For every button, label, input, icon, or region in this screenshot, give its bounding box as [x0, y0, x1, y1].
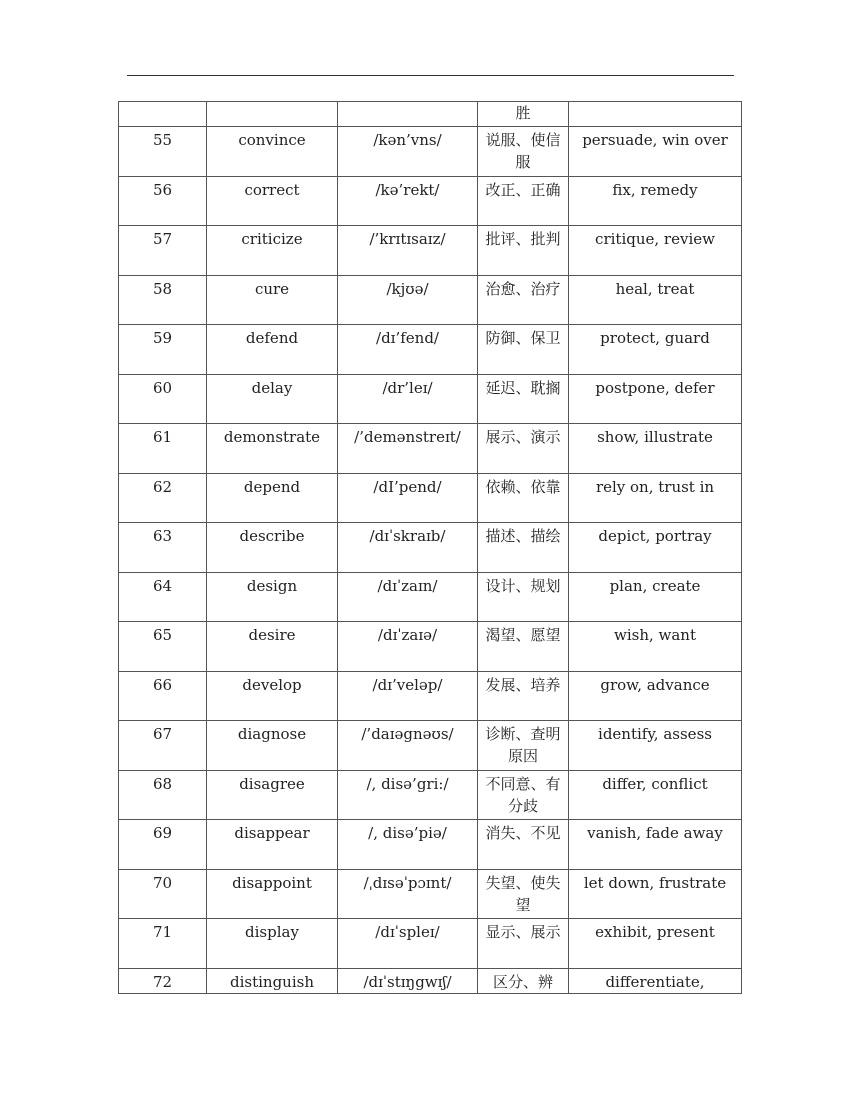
table-row	[119, 226, 742, 276]
cell-word: distinguish	[207, 968, 338, 993]
cell-number: 72	[119, 968, 207, 993]
table-row	[119, 671, 742, 721]
table-row	[119, 325, 742, 375]
cell-word: design	[207, 572, 338, 622]
cell-synonyms: grow, advance	[569, 671, 742, 721]
cell-ipa: /, disə’piə/	[338, 820, 478, 870]
cell-synonyms: plan, create	[569, 572, 742, 622]
cell-synonyms: rely on, trust in	[569, 473, 742, 523]
cell-ipa: /’demənstreɪt/	[338, 424, 478, 474]
cell-synonyms: wish, want	[569, 622, 742, 672]
cell-word: cure	[207, 275, 338, 325]
cell-chinese: 设计、规划	[478, 572, 569, 622]
table-row	[119, 424, 742, 474]
cell-ipa: /dɪˈzaɪə/	[338, 622, 478, 672]
table-row-continuation	[119, 102, 742, 127]
cell-synonyms: identify, assess	[569, 721, 742, 771]
cell-ipa: /dɪ’veləp/	[338, 671, 478, 721]
cell-chinese: 胜	[478, 102, 569, 127]
table-row	[119, 572, 742, 622]
cell-number: 67	[119, 721, 207, 771]
cell-word: disappoint	[207, 869, 338, 919]
cell-ipa: /dɪˈskraɪb/	[338, 523, 478, 573]
cell-chinese: 依赖、依靠	[478, 473, 569, 523]
table-row	[119, 622, 742, 672]
cell-synonyms	[569, 102, 742, 127]
cell-word: describe	[207, 523, 338, 573]
table-row	[119, 127, 742, 177]
cell-word: depend	[207, 473, 338, 523]
cell-word	[207, 102, 338, 127]
cell-synonyms: exhibit, present	[569, 919, 742, 969]
table-row	[119, 919, 742, 969]
cell-ipa: /dɪˈspleɪ/	[338, 919, 478, 969]
cell-synonyms: postpone, defer	[569, 374, 742, 424]
cell-ipa: /ˌdɪsəˈpɔɪnt/	[338, 869, 478, 919]
cell-ipa: /, disə’gri:/	[338, 770, 478, 820]
cell-ipa: /kjʊə/	[338, 275, 478, 325]
table-row	[119, 820, 742, 870]
cell-chinese: 发展、培养	[478, 671, 569, 721]
cell-word: demonstrate	[207, 424, 338, 474]
cell-synonyms: heal, treat	[569, 275, 742, 325]
header-rule	[127, 75, 734, 76]
cell-synonyms: let down, frustrate	[569, 869, 742, 919]
cell-synonyms: persuade, win over	[569, 127, 742, 177]
table-row-cutoff	[119, 968, 742, 993]
cell-word: desire	[207, 622, 338, 672]
cell-synonyms: differentiate,	[569, 968, 742, 993]
cell-synonyms: vanish, fade away	[569, 820, 742, 870]
cell-chinese: 显示、展示	[478, 919, 569, 969]
cell-chinese: 消失、不见	[478, 820, 569, 870]
cell-chinese: 渴望、愿望	[478, 622, 569, 672]
cell-ipa: /dɪˈstɪŋgwɪʃ/	[338, 968, 478, 993]
cell-word: defend	[207, 325, 338, 375]
table-row	[119, 176, 742, 226]
cell-number: 69	[119, 820, 207, 870]
cell-ipa	[338, 102, 478, 127]
cell-chinese: 描述、描绘	[478, 523, 569, 573]
cell-number: 62	[119, 473, 207, 523]
cell-ipa: /kən’vns/	[338, 127, 478, 177]
cell-chinese: 批评、批判	[478, 226, 569, 276]
cell-number	[119, 102, 207, 127]
cell-number: 66	[119, 671, 207, 721]
cell-word: diagnose	[207, 721, 338, 771]
table-row	[119, 275, 742, 325]
cell-synonyms: protect, guard	[569, 325, 742, 375]
cell-chinese: 展示、演示	[478, 424, 569, 474]
table-row	[119, 374, 742, 424]
cell-word: develop	[207, 671, 338, 721]
vocabulary-table-body	[119, 102, 742, 994]
cell-number: 57	[119, 226, 207, 276]
cell-ipa: /dr’leɪ/	[338, 374, 478, 424]
cell-synonyms: fix, remedy	[569, 176, 742, 226]
cell-word: criticize	[207, 226, 338, 276]
table-row	[119, 721, 742, 771]
cell-ipa: /kə’rekt/	[338, 176, 478, 226]
cell-ipa: /’krɪtɪsaɪz/	[338, 226, 478, 276]
cell-number: 61	[119, 424, 207, 474]
cell-synonyms: depict, portray	[569, 523, 742, 573]
cell-synonyms: show, illustrate	[569, 424, 742, 474]
cell-chinese: 区分、辨	[478, 968, 569, 993]
cell-number: 70	[119, 869, 207, 919]
cell-chinese: 防御、保卫	[478, 325, 569, 375]
cell-synonyms: critique, review	[569, 226, 742, 276]
cell-number: 60	[119, 374, 207, 424]
cell-word: correct	[207, 176, 338, 226]
cell-ipa: /’daɪəgnəʊs/	[338, 721, 478, 771]
table-row	[119, 523, 742, 573]
cell-chinese: 失望、使失望	[478, 869, 569, 919]
cell-number: 55	[119, 127, 207, 177]
cell-number: 65	[119, 622, 207, 672]
cell-number: 68	[119, 770, 207, 820]
cell-ipa: /dɪ’fend/	[338, 325, 478, 375]
table-row	[119, 869, 742, 919]
cell-ipa: /dI’pend/	[338, 473, 478, 523]
cell-number: 63	[119, 523, 207, 573]
table-row	[119, 770, 742, 820]
cell-chinese: 延迟、耽搁	[478, 374, 569, 424]
cell-word: display	[207, 919, 338, 969]
cell-number: 64	[119, 572, 207, 622]
cell-word: disagree	[207, 770, 338, 820]
cell-number: 59	[119, 325, 207, 375]
cell-number: 56	[119, 176, 207, 226]
table-row	[119, 473, 742, 523]
cell-synonyms: differ, conflict	[569, 770, 742, 820]
vocabulary-table	[118, 101, 742, 994]
cell-chinese: 不同意、有分歧	[478, 770, 569, 820]
cell-ipa: /dɪˈzaɪn/	[338, 572, 478, 622]
cell-chinese: 改正、正确	[478, 176, 569, 226]
cell-number: 58	[119, 275, 207, 325]
cell-word: delay	[207, 374, 338, 424]
cell-chinese: 诊断、查明原因	[478, 721, 569, 771]
cell-number: 71	[119, 919, 207, 969]
cell-chinese: 说服、使信服	[478, 127, 569, 177]
cell-word: disappear	[207, 820, 338, 870]
cell-chinese: 治愈、治疗	[478, 275, 569, 325]
cell-word: convince	[207, 127, 338, 177]
